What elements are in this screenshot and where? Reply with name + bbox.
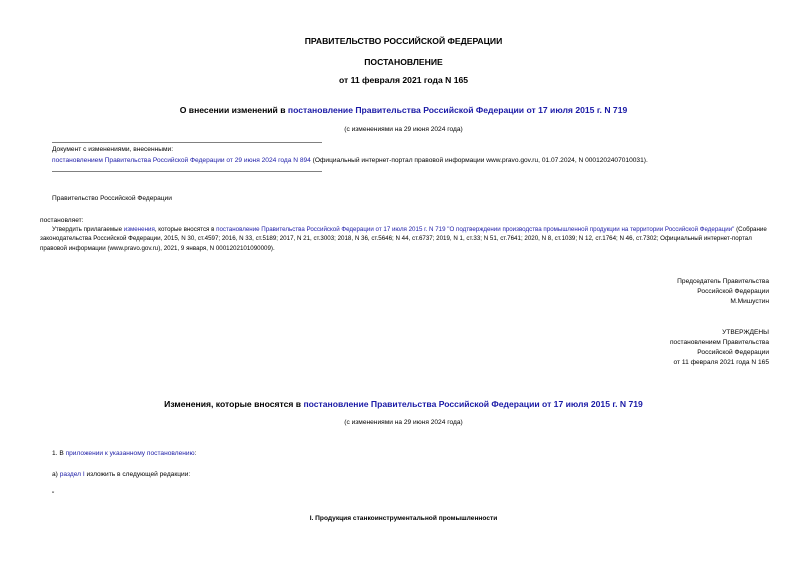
- amendments-line: [52, 157, 648, 164]
- changes-revision: (с изменениями на 29 июня 2024 года): [344, 419, 463, 426]
- main-paragraph: [40, 225, 770, 253]
- changes-link[interactable]: изменения: [123, 226, 155, 233]
- item-a-prefix: а): [52, 471, 60, 478]
- document-title: [0, 105, 807, 115]
- opening-quote: ": [52, 491, 55, 498]
- item-a-suffix: изложить в следующей редакции:: [84, 471, 191, 478]
- appendix-link[interactable]: приложении к указанному постановлению: [65, 450, 195, 457]
- decides-word: постановляет:: [40, 217, 84, 224]
- amendments-bottom-rule: [52, 171, 322, 172]
- issuer: Правительство Российской Федерации: [52, 195, 172, 202]
- changes-title-link-719[interactable]: постановление Правительства Российской Федерации от 17 июля 2015 г. N 719: [303, 399, 643, 409]
- government-heading: ПРАВИТЕЛЬСТВО РОССИЙСКОЙ ФЕДЕРАЦИИ: [304, 36, 503, 46]
- approved-line-1: постановлением Правительства: [669, 339, 769, 346]
- signature-name: М.Мишустин: [730, 298, 769, 305]
- approved-label: УТВЕРЖДЕНЫ: [722, 329, 769, 336]
- approved-line-2: Российской Федерации: [697, 349, 769, 356]
- section-heading: I. Продукция станкоинструментальной промышленности: [309, 515, 498, 522]
- changes-title-prefix: Изменения, которые вносятся в: [164, 399, 304, 409]
- title-prefix: О внесении изменений в: [179, 105, 288, 115]
- section-i-link[interactable]: раздел I: [59, 471, 85, 478]
- signature-position-1: Председатель Правительства: [677, 278, 769, 285]
- amendment-link-894[interactable]: постановлением Правительства Российской Федерации от 29 июня 2024 года N 894: [52, 157, 311, 164]
- changes-title: [0, 399, 807, 409]
- item-a: [52, 471, 190, 478]
- document-type: ПОСТАНОВЛЕНИЕ: [364, 57, 443, 67]
- signature-position-2: Российской Федерации: [697, 288, 769, 295]
- document-date-number: от 11 февраля 2021 года N 165: [338, 75, 469, 85]
- approved-line-3: от 11 февраля 2021 года N 165: [673, 359, 769, 366]
- item-1-suffix: :: [194, 450, 197, 457]
- amendments-top-rule: [52, 142, 322, 143]
- item-1: [52, 450, 196, 457]
- resolution-719-link[interactable]: постановление Правительства Российской Федерации от 17 июля 2015 г. N 719 "О подтверждении производства промышленной продукции на территории Российской Федерации": [216, 226, 735, 233]
- title-link-719[interactable]: постановление Правительства Российской Федерации от 17 июля 2015 г. N 719: [287, 105, 628, 115]
- item-1-prefix: 1. В: [52, 450, 66, 457]
- p1-mid: , которые вносятся в: [154, 226, 217, 233]
- p1-end: (Собрание законодательства Российской Федерации, 2015, N 30, ст.4597; 2016, N 33, ст.5189; 2017, N 21, ст.3003; 2018, N 36, ст.5646; N 44, ст.6737; 2019, N 1, ст.33; N 51, ст.7641; 2020, N 8, ст.1039; N 12, ст.1764; N 46, ст.7302; Официальный интернет-портал правовой информации (www.pravo.gov.ru), 2021, 9 января, N 0001202101090009).: [40, 226, 767, 252]
- p1-start: Утвердить прилагаемые: [52, 226, 124, 233]
- amendments-intro: Документ с изменениями, внесенными:: [52, 146, 174, 153]
- title-revision: (с изменениями на 29 июня 2024 года): [344, 126, 463, 133]
- amendments-source: (Официальный интернет-портал правовой информации www.pravo.gov.ru, 01.07.2024, N 0001202407010031).: [310, 157, 648, 164]
